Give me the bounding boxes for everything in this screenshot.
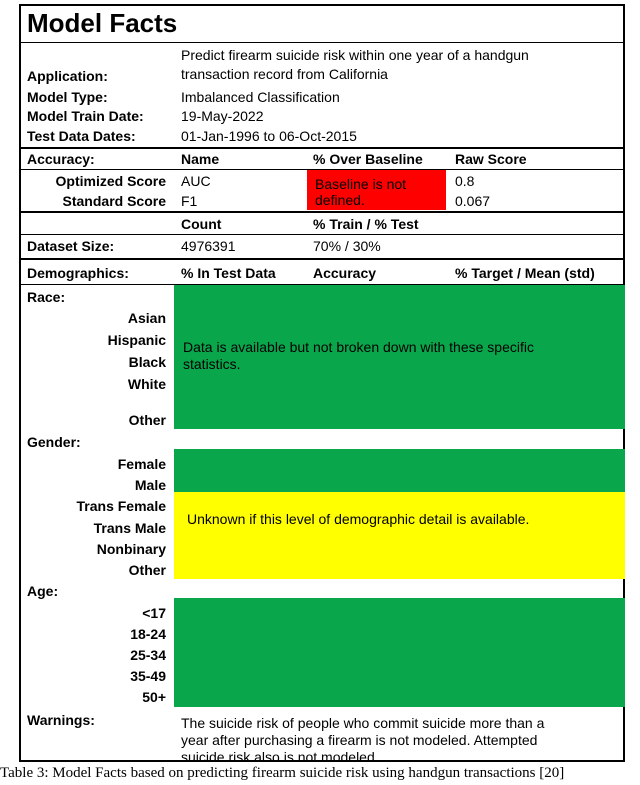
test-dates-value: 01-Jan-1996 to 06-Oct-2015 xyxy=(181,128,357,144)
model-type-label: Model Type: xyxy=(27,89,108,105)
dataset-col-count: Count xyxy=(181,216,222,232)
demographics-col-accuracy: Accuracy xyxy=(313,265,377,281)
dataset-count-value: 4976391 xyxy=(181,238,236,254)
race-black: Black xyxy=(128,354,166,370)
info-divider xyxy=(21,147,623,149)
application-line-1: Predict firearm suicide risk within one year of a handgun xyxy=(181,47,529,63)
warnings-label: Warnings: xyxy=(27,712,95,728)
dataset-split-value: 70% / 30% xyxy=(313,238,381,254)
standard-score-raw: 0.067 xyxy=(455,193,491,209)
card-title: Model Facts xyxy=(27,8,178,38)
dataset-divider xyxy=(21,258,623,260)
race-other: Other xyxy=(128,412,166,428)
demographics-col-in-test: % In Test Data xyxy=(181,265,276,281)
gender-male: Male xyxy=(134,477,166,493)
dataset-header-divider xyxy=(21,234,623,235)
gender-label: Gender: xyxy=(27,434,81,450)
optimized-score-label: Optimized Score xyxy=(55,173,166,189)
available-text-line-1: Data is available but not broken down with these specific xyxy=(183,339,534,355)
age-25-34: 25-34 xyxy=(130,647,166,663)
gender-nonbinary: Nonbinary xyxy=(96,541,166,557)
optimized-score-raw: 0.8 xyxy=(455,173,475,189)
dataset-size-label: Dataset Size: xyxy=(27,238,115,254)
test-dates-label: Test Data Dates: xyxy=(27,128,136,144)
age-under-17: <17 xyxy=(142,605,166,621)
accuracy-divider xyxy=(21,211,623,213)
gender-binary-data-region xyxy=(174,449,625,492)
title-divider xyxy=(21,42,623,43)
race-hispanic: Hispanic xyxy=(107,332,166,348)
accuracy-col-raw-score: Raw Score xyxy=(455,151,527,167)
demographics-col-target: % Target / Mean (std) xyxy=(455,265,595,281)
table-caption: Table 3: Model Facts based on predicting firearm suicide risk using handgun transactions [20] xyxy=(0,765,565,781)
baseline-text-line-1: Baseline is not xyxy=(315,176,407,192)
warnings-line-3: suicide risk also is not modeled. xyxy=(181,749,379,765)
race-data-region xyxy=(174,285,625,429)
train-date-value: 19-May-2022 xyxy=(181,108,264,124)
gender-other: Other xyxy=(128,562,166,578)
race-asian: Asian xyxy=(127,310,166,326)
race-white: White xyxy=(127,376,166,392)
standard-score-label: Standard Score xyxy=(62,193,166,209)
model-type-value: Imbalanced Classification xyxy=(181,89,340,105)
age-35-49: 35-49 xyxy=(130,668,166,684)
demographics-label: Demographics: xyxy=(27,265,129,281)
train-date-label: Model Train Date: xyxy=(27,108,144,124)
accuracy-col-over-baseline: % Over Baseline xyxy=(313,151,423,167)
optimized-score-name: AUC xyxy=(181,173,211,189)
warnings-line-1: The suicide risk of people who commit suicide more than a xyxy=(181,715,545,731)
standard-score-name: F1 xyxy=(181,193,198,209)
age-data-region xyxy=(174,598,625,707)
gender-female: Female xyxy=(117,456,166,472)
available-text-line-2: statistics. xyxy=(183,356,241,372)
age-label: Age: xyxy=(27,583,59,599)
dataset-col-split: % Train / % Test xyxy=(313,216,419,232)
application-label: Application: xyxy=(27,68,108,84)
model-facts-card xyxy=(19,4,625,765)
accuracy-label: Accuracy: xyxy=(27,151,95,167)
gender-trans-male: Trans Male xyxy=(93,520,166,536)
gender-trans-female: Trans Female xyxy=(76,498,166,514)
application-line-2: transaction record from California xyxy=(181,66,388,82)
race-label: Race: xyxy=(27,289,66,305)
accuracy-col-name: Name xyxy=(181,151,220,167)
unknown-detail-text: Unknown if this level of demographic detail is available. xyxy=(187,511,530,527)
warnings-line-2: year after purchasing a firearm is not modeled. Attempted xyxy=(181,732,538,748)
baseline-text-line-2: defined. xyxy=(315,192,365,208)
gender-unknown-region xyxy=(174,492,625,579)
age-50-plus: 50+ xyxy=(142,689,166,705)
age-18-24: 18-24 xyxy=(130,626,166,642)
